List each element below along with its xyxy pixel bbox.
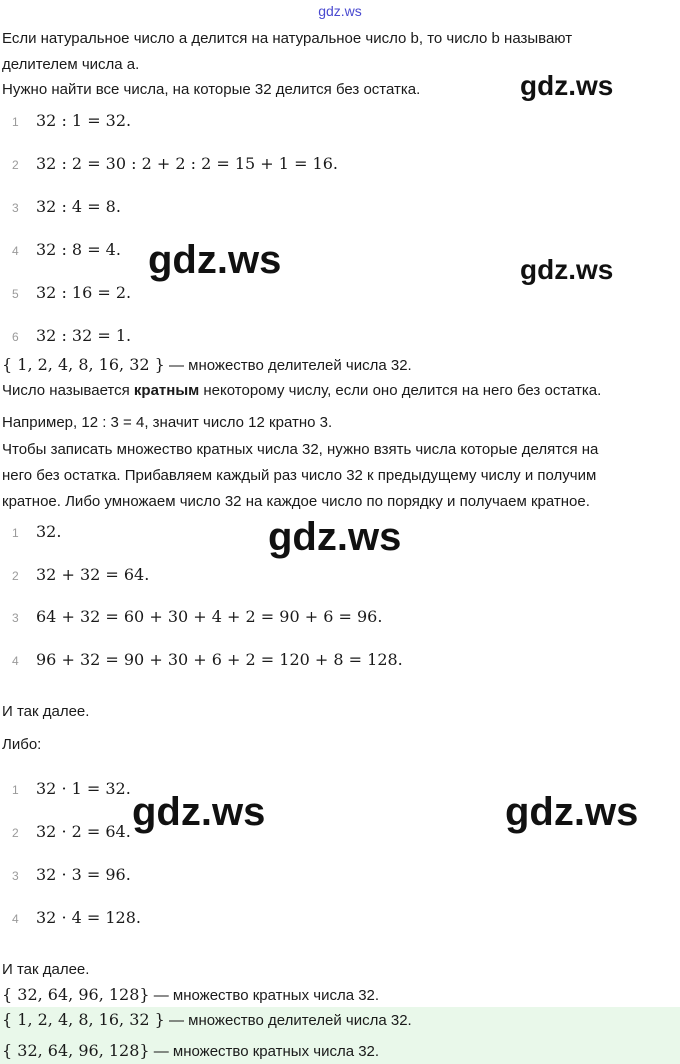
watermark: gdz.ws [520,254,614,285]
item-expression: 32 : 32 = 1. [36,326,132,345]
list-item [0,779,131,798]
answer-multiples [2,1041,379,1062]
set-description: — множество делителей числа 32. [164,357,412,374]
set-description: — множество делителей числа 32. [164,1012,412,1029]
set-description: — множество кратных числа 32. [149,1043,380,1060]
set-expression: { 1, 2, 4, 8, 16, 32 } [2,355,165,374]
divisors-set [2,355,412,376]
item-number: 1 [12,115,19,129]
item-expression: 32 · 1 = 32. [36,779,131,798]
item-number: 3 [12,201,19,215]
list-item [0,240,121,259]
item-number: 2 [12,158,19,172]
item-number: 4 [12,654,19,668]
item-expression: 32 · 2 = 64. [36,822,131,841]
watermark: gdz.ws [505,790,639,834]
item-expression: 96 + 32 = 90 + 30 + 6 + 2 = 120 + 8 = 128. [36,650,403,669]
item-expression: 32 · 4 = 128. [36,908,141,927]
watermark: gdz.ws [520,70,614,101]
list-item [0,865,131,884]
list-item [0,822,131,841]
set-expression: { 32, 64, 96, 128} [2,1041,150,1060]
list-item [0,111,131,130]
item-number: 2 [12,826,19,840]
set-expression: { 1, 2, 4, 8, 16, 32 } [2,1010,165,1029]
definition-text: некоторому числу, если оно делится на него без остатка. [199,382,602,399]
multiples-set [2,985,379,1006]
item-expression: 32. [36,522,62,541]
list-item [0,197,121,216]
and-so-on: И так далее. [2,703,90,720]
watermark: gdz.ws [132,790,266,834]
item-expression: 32 : 16 = 2. [36,283,132,302]
list-item [0,154,338,173]
and-so-on: И так далее. [2,961,90,978]
item-expression: 64 + 32 = 60 + 30 + 4 + 2 = 90 + 6 = 96. [36,607,383,626]
item-number: 3 [12,869,19,883]
definition-line-1: Если натуральное число a делится на натуральное число b, то число b называют [2,30,573,47]
multiple-definition [2,381,601,401]
definition-line-2: делителем числа a. [2,56,140,73]
item-expression: 32 + 32 = 64. [36,565,150,584]
watermark: gdz.ws [148,238,282,282]
item-number: 3 [12,611,19,625]
explanation-line-3: кратное. Либо умножаем число 32 на каждое число по порядку и получаем кратное. [2,493,590,510]
example-line: Например, 12 : 3 = 4, значит число 12 кратно 3. [2,414,333,431]
set-expression: { 32, 64, 96, 128} [2,985,150,1004]
set-description: — множество кратных числа 32. [149,987,380,1004]
explanation-line-2: него без остатка. Прибавляем каждый раз число 32 к предыдущему числу и получим [2,467,597,484]
list-item [0,908,141,927]
task-statement: Нужно найти все числа, на которые 32 делится без остатка. [2,81,421,98]
list-item [0,522,61,541]
explanation-line-1: Чтобы записать множество кратных числа 32, нужно взять числа которые делятся на [2,441,599,458]
item-number: 1 [12,526,19,540]
site-link[interactable]: gdz.ws [318,3,362,19]
item-expression: 32 : 4 = 8. [36,197,121,216]
watermark: gdz.ws [268,515,402,559]
list-item [0,650,403,669]
item-number: 2 [12,569,19,583]
item-expression: 32 : 8 = 4. [36,240,121,259]
item-expression: 32 · 3 = 96. [36,865,131,884]
item-number: 1 [12,783,19,797]
item-number: 6 [12,330,19,344]
definition-text: Число называется [2,382,134,399]
item-number: 4 [12,244,19,258]
list-item [0,283,131,302]
list-item [0,607,382,626]
either-label: Либо: [2,736,42,753]
item-number: 4 [12,912,19,926]
answer-divisors [2,1010,412,1031]
list-item [0,565,149,584]
definition-term: кратным [133,382,200,399]
list-item [0,326,131,345]
item-number: 5 [12,287,19,301]
item-expression: 32 : 1 = 32. [36,111,132,130]
item-expression: 32 : 2 = 30 : 2 + 2 : 2 = 15 + 1 = 16. [36,154,338,173]
